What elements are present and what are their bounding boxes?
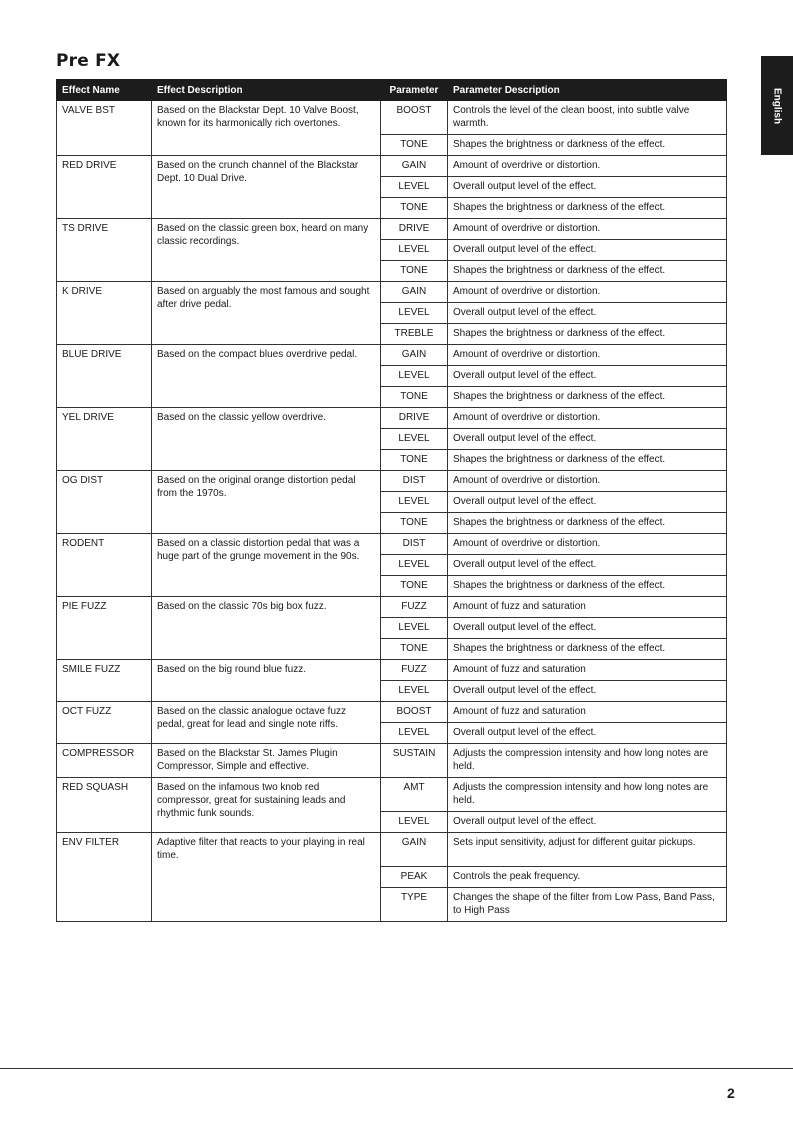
effect-name-cell: COMPRESSOR <box>57 744 152 778</box>
parameter-description-cell: Controls the level of the clean boost, into subtle valve warmth. <box>448 101 727 135</box>
parameter-cell: TONE <box>381 450 448 471</box>
parameter-cell: FUZZ <box>381 660 448 681</box>
parameter-cell: TYPE <box>381 888 448 922</box>
effect-name-cell: RED DRIVE <box>57 156 152 219</box>
table-row <box>57 744 727 778</box>
parameter-description-cell: Shapes the brightness or darkness of the effect. <box>448 639 727 660</box>
parameter-cell: LEVEL <box>381 303 448 324</box>
parameter-cell: LEVEL <box>381 723 448 744</box>
parameter-description-cell: Amount of overdrive or distortion. <box>448 282 727 303</box>
parameter-description-cell: Changes the shape of the filter from Low Pass, Band Pass, to High Pass <box>448 888 727 922</box>
language-tab <box>761 56 793 155</box>
effect-name-cell: BLUE DRIVE <box>57 345 152 408</box>
parameter-cell: AMT <box>381 778 448 812</box>
parameter-cell: TONE <box>381 135 448 156</box>
parameter-description-cell: Amount of overdrive or distortion. <box>448 534 727 555</box>
parameter-description-cell: Adjusts the compression intensity and how long notes are held. <box>448 778 727 812</box>
parameter-description-cell: Amount of overdrive or distortion. <box>448 408 727 429</box>
effect-description-cell: Based on the compact blues overdrive pedal. <box>152 345 381 408</box>
parameter-cell: FUZZ <box>381 597 448 618</box>
parameter-description-cell: Overall output level of the effect. <box>448 723 727 744</box>
table-row <box>57 282 727 303</box>
effect-name-cell: K DRIVE <box>57 282 152 345</box>
effect-name-cell: ENV FILTER <box>57 833 152 922</box>
table-row <box>57 471 727 492</box>
footer-rule <box>0 1068 793 1069</box>
header-parameter-description: Parameter Description <box>448 80 727 101</box>
parameter-cell: DIST <box>381 471 448 492</box>
effect-description-cell: Based on the infamous two knob red compressor, great for sustaining leads and rhythmic funk sounds. <box>152 778 381 833</box>
table-row <box>57 534 727 555</box>
parameter-cell: TONE <box>381 639 448 660</box>
effect-name-cell: PIE FUZZ <box>57 597 152 660</box>
parameter-cell: GAIN <box>381 345 448 366</box>
parameter-cell: GAIN <box>381 282 448 303</box>
parameter-cell: TONE <box>381 387 448 408</box>
table-body <box>57 101 727 922</box>
effect-name-cell: RODENT <box>57 534 152 597</box>
table-row <box>57 597 727 618</box>
parameter-cell: LEVEL <box>381 812 448 833</box>
effect-description-cell: Based on the Blackstar St. James Plugin Compressor, Simple and effective. <box>152 744 381 778</box>
table-row <box>57 408 727 429</box>
parameter-cell: PEAK <box>381 867 448 888</box>
parameter-description-cell: Overall output level of the effect. <box>448 812 727 833</box>
table-row <box>57 660 727 681</box>
parameter-description-cell: Controls the peak frequency. <box>448 867 727 888</box>
effect-name-cell: SMILE FUZZ <box>57 660 152 702</box>
parameter-cell: TONE <box>381 261 448 282</box>
parameter-cell: BOOST <box>381 101 448 135</box>
parameter-description-cell: Shapes the brightness or darkness of the effect. <box>448 513 727 534</box>
parameter-description-cell: Shapes the brightness or darkness of the effect. <box>448 198 727 219</box>
effect-description-cell: Based on the classic yellow overdrive. <box>152 408 381 471</box>
effect-description-cell: Based on arguably the most famous and sought after drive pedal. <box>152 282 381 345</box>
parameter-cell: GAIN <box>381 156 448 177</box>
effect-description-cell: Based on the Blackstar Dept. 10 Valve Boost, known for its harmonically rich overtones. <box>152 101 381 156</box>
parameter-description-cell: Shapes the brightness or darkness of the effect. <box>448 576 727 597</box>
parameter-description-cell: Overall output level of the effect. <box>448 366 727 387</box>
effect-name-cell: OG DIST <box>57 471 152 534</box>
parameter-description-cell: Sets input sensitivity, adjust for different guitar pickups. <box>448 833 727 867</box>
parameter-description-cell: Shapes the brightness or darkness of the effect. <box>448 450 727 471</box>
effect-description-cell: Based on the classic green box, heard on many classic recordings. <box>152 219 381 282</box>
effect-description-cell: Based on the classic analogue octave fuzz pedal, great for lead and single note riffs. <box>152 702 381 744</box>
table-row <box>57 833 727 867</box>
parameter-description-cell: Shapes the brightness or darkness of the effect. <box>448 387 727 408</box>
parameter-description-cell: Shapes the brightness or darkness of the effect. <box>448 135 727 156</box>
parameter-cell: DRIVE <box>381 219 448 240</box>
section-title: Pre FX <box>56 51 121 71</box>
parameter-cell: LEVEL <box>381 177 448 198</box>
parameter-description-cell: Overall output level of the effect. <box>448 240 727 261</box>
table-row <box>57 101 727 135</box>
language-tab-label: English <box>771 87 783 124</box>
pre-fx-table <box>56 79 727 922</box>
parameter-cell: TREBLE <box>381 324 448 345</box>
parameter-description-cell: Amount of overdrive or distortion. <box>448 345 727 366</box>
effect-name-cell: RED SQUASH <box>57 778 152 833</box>
parameter-description-cell: Adjusts the compression intensity and how long notes are held. <box>448 744 727 778</box>
parameter-cell: LEVEL <box>381 240 448 261</box>
table-row <box>57 702 727 723</box>
parameter-cell: LEVEL <box>381 681 448 702</box>
parameter-description-cell: Amount of fuzz and saturation <box>448 660 727 681</box>
effect-name-cell: TS DRIVE <box>57 219 152 282</box>
page-number: 2 <box>727 1085 735 1101</box>
parameter-description-cell: Overall output level of the effect. <box>448 555 727 576</box>
parameter-cell: LEVEL <box>381 555 448 576</box>
parameter-description-cell: Overall output level of the effect. <box>448 492 727 513</box>
parameter-description-cell: Amount of overdrive or distortion. <box>448 471 727 492</box>
parameter-description-cell: Overall output level of the effect. <box>448 177 727 198</box>
effect-description-cell: Based on the classic 70s big box fuzz. <box>152 597 381 660</box>
parameter-description-cell: Shapes the brightness or darkness of the effect. <box>448 261 727 282</box>
effect-description-cell: Adaptive filter that reacts to your playing in real time. <box>152 833 381 922</box>
effect-description-cell: Based on a classic distortion pedal that was a huge part of the grunge movement in the 90s. <box>152 534 381 597</box>
table-row <box>57 219 727 240</box>
parameter-cell: DIST <box>381 534 448 555</box>
parameter-description-cell: Amount of overdrive or distortion. <box>448 219 727 240</box>
table-header <box>57 80 727 101</box>
parameter-cell: GAIN <box>381 833 448 867</box>
effect-description-cell: Based on the crunch channel of the Blackstar Dept. 10 Dual Drive. <box>152 156 381 219</box>
parameter-cell: TONE <box>381 198 448 219</box>
parameter-cell: LEVEL <box>381 492 448 513</box>
parameter-description-cell: Amount of fuzz and saturation <box>448 702 727 723</box>
effect-name-cell: OCT FUZZ <box>57 702 152 744</box>
effect-description-cell: Based on the original orange distortion pedal from the 1970s. <box>152 471 381 534</box>
parameter-cell: SUSTAIN <box>381 744 448 778</box>
header-effect-name: Effect Name <box>57 80 152 101</box>
effect-description-cell: Based on the big round blue fuzz. <box>152 660 381 702</box>
parameter-description-cell: Amount of overdrive or distortion. <box>448 156 727 177</box>
parameter-cell: LEVEL <box>381 618 448 639</box>
effect-name-cell: VALVE BST <box>57 101 152 156</box>
parameter-cell: TONE <box>381 576 448 597</box>
parameter-description-cell: Overall output level of the effect. <box>448 681 727 702</box>
parameter-cell: TONE <box>381 513 448 534</box>
parameter-description-cell: Overall output level of the effect. <box>448 429 727 450</box>
parameter-cell: LEVEL <box>381 429 448 450</box>
parameter-cell: LEVEL <box>381 366 448 387</box>
header-parameter: Parameter <box>381 80 448 101</box>
parameter-description-cell: Amount of fuzz and saturation <box>448 597 727 618</box>
parameter-description-cell: Shapes the brightness or darkness of the effect. <box>448 324 727 345</box>
table-row <box>57 778 727 812</box>
parameter-cell: BOOST <box>381 702 448 723</box>
header-effect-description: Effect Description <box>152 80 381 101</box>
table-row <box>57 156 727 177</box>
parameter-description-cell: Overall output level of the effect. <box>448 618 727 639</box>
table-row <box>57 345 727 366</box>
parameter-cell: DRIVE <box>381 408 448 429</box>
parameter-description-cell: Overall output level of the effect. <box>448 303 727 324</box>
effect-name-cell: YEL DRIVE <box>57 408 152 471</box>
